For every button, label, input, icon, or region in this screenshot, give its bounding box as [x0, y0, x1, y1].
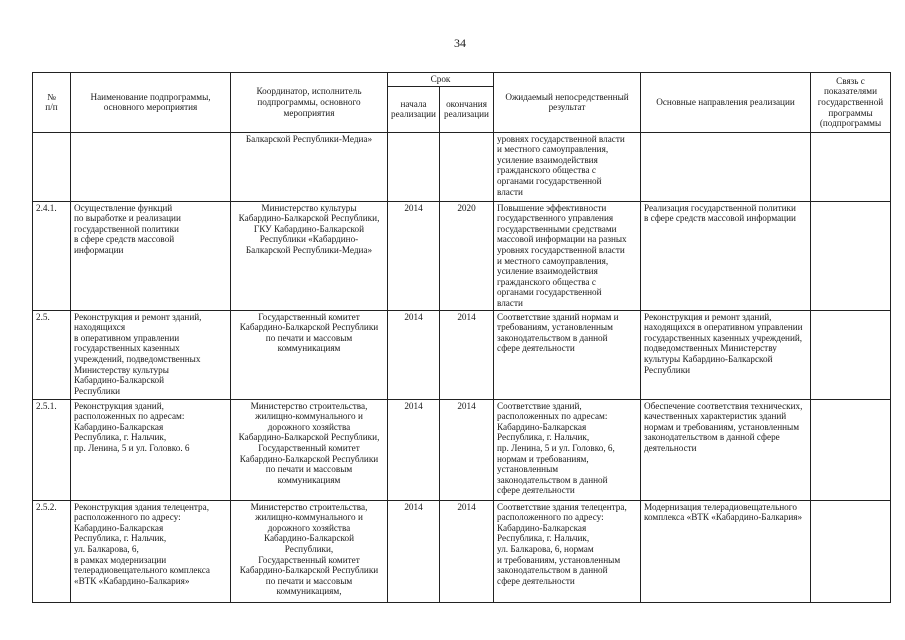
- cell-name: Реконструкция и ремонт зданий, находящихся в оперативном управлении государственных казенных учреждений, подведомственных Министерству культуры Кабардино-Балкарской Республики: [71, 310, 231, 399]
- cell-name: Осуществление функций по выработке и реализации государственной политики в сфере средств массовой информации: [71, 201, 231, 310]
- header-end: окончания реализации: [440, 86, 494, 132]
- header-directions: Основные направления реализации: [641, 73, 811, 133]
- cell-link: [811, 399, 891, 500]
- cell-end: 2014: [440, 399, 494, 500]
- cell-coordinator: Государственный комитет Кабардино-Балкарской Республики по печати и массовым коммуникациям: [231, 310, 388, 399]
- cell-link: [811, 310, 891, 399]
- cell-directions: Обеспечение соответствия технических, качественных характеристик зданий нормам и требованиям, установленным законодательством в данной сфере деятельности: [641, 399, 811, 500]
- header-coordinator: Координатор, исполнитель подпрограммы, основного мероприятия: [231, 73, 388, 133]
- header-link: Связь с показателями государственной программы (подпрограммы: [811, 73, 891, 133]
- cell-result: уровнях государственной власти и местного самоуправления, усиление взаимодействия гражданского общества с органами государственной власти: [494, 132, 641, 201]
- header-start: начала реализации: [388, 86, 440, 132]
- cell-link: [811, 201, 891, 310]
- cell-directions: Реконструкция и ремонт зданий, находящихся в оперативном управлении государственных казенных учреждений, подведомственных Министерству культуры Кабардино-Балкарской Республики: [641, 310, 811, 399]
- cell-start: 2014: [388, 201, 440, 310]
- cell-num: 2.5.2.: [33, 500, 71, 602]
- cell-name: Реконструкция здания телецентра, расположенного по адресу: Кабардино-Балкарская Республика, г. Нальчик, ул. Балкарова, 6, в рамках модернизации телерадиовещательного комплекса «ВТК «Кабардино-Балкария»: [71, 500, 231, 602]
- cell-result: Соответствие зданий, расположенных по адресам: Кабардино-Балкарская Республика, г. Нальчик, пр. Ленина, 5 и ул. Головко, 6, нормам и требованиям, установленным законодательством в данной сфере деятельности: [494, 399, 641, 500]
- cell-coordinator: Министерство культуры Кабардино-Балкарской Республики, ГКУ Кабардино-Балкарской Республики «Кабардино- Балкарской Республики-Медиа»: [231, 201, 388, 310]
- cell-num: 2.5.1.: [33, 399, 71, 500]
- cell-num: 2.5.: [33, 310, 71, 399]
- cell-end: 2020: [440, 201, 494, 310]
- cell-start: 2014: [388, 500, 440, 602]
- cell-num: 2.4.1.: [33, 201, 71, 310]
- table-row: [33, 132, 891, 201]
- cell-end: 2014: [440, 500, 494, 602]
- header-name: Наименование подпрограммы, основного мероприятия: [71, 73, 231, 133]
- cell-directions: Реализация государственной политики в сфере средств массовой информации: [641, 201, 811, 310]
- cell-end: 2014: [440, 310, 494, 399]
- page-number: 34: [454, 36, 466, 50]
- header-num: № п/п: [33, 73, 71, 133]
- cell-result: Соответствие зданий нормам и требованиям, установленным законодательством в данной сфере деятельности: [494, 310, 641, 399]
- cell-result: Повышение эффективности государственного управления государственными средствами массовой информации на разных уровнях государственной власти и местного самоуправления, усиление взаимодействия гражданского общества с органами государственной власти: [494, 201, 641, 310]
- cell-num: [33, 132, 71, 201]
- cell-start: [388, 132, 440, 201]
- cell-directions: [641, 132, 811, 201]
- program-table: [32, 72, 891, 603]
- cell-name: [71, 132, 231, 201]
- table-row: [33, 500, 891, 602]
- header-term: Срок: [388, 73, 494, 87]
- table-row: [33, 201, 891, 310]
- cell-link: [811, 500, 891, 602]
- cell-result: Соответствие здания телецентра, расположенного по адресу: Кабардино-Балкарская Республика, г. Нальчик, ул. Балкарова, 6, нормам и требованиям, установленным законодательством в данной сфере деятельности: [494, 500, 641, 602]
- cell-end: [440, 132, 494, 201]
- header-result: Ожидаемый непосредственный результат: [494, 73, 641, 133]
- cell-start: 2014: [388, 310, 440, 399]
- cell-start: 2014: [388, 399, 440, 500]
- table-row: [33, 310, 891, 399]
- cell-coordinator: Министерство строительства, жилищно-коммунального и дорожного хозяйства Кабардино-Балкарской Республики, Государственный комитет Кабардино-Балкарской Республики по печати и массовым коммуникациям,: [231, 500, 388, 602]
- table-row: [33, 399, 891, 500]
- cell-name: Реконструкция зданий, расположенных по адресам: Кабардино-Балкарская Республика, г. Нальчик, пр. Ленина, 5 и ул. Головко. 6: [71, 399, 231, 500]
- cell-coordinator: Министерство строительства, жилищно-коммунального и дорожного хозяйства Кабардино-Балкарской Республики, Государственный комитет Кабардино-Балкарской Республики по печати и массовым коммуникациям: [231, 399, 388, 500]
- cell-directions: Модернизация телерадиовещательного комплекса «ВТК «Кабардино-Балкария»: [641, 500, 811, 602]
- cell-coordinator: Балкарской Республики-Медиа»: [231, 132, 388, 201]
- cell-link: [811, 132, 891, 201]
